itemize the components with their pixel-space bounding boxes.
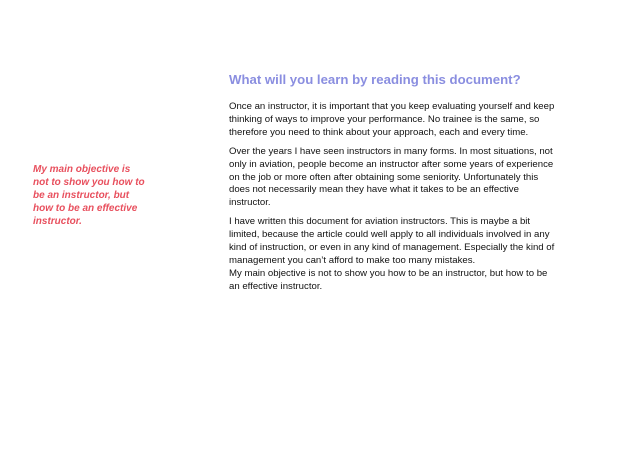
pull-quote-line: not to show you how to — [33, 177, 145, 188]
pull-quote-line: how to be an effective — [33, 203, 138, 214]
text-line: limited, because the article could well apply to all individuals involved in any — [229, 229, 550, 241]
text-line: Once an instructor, it is important that you keep evaluating yourself and keep — [229, 101, 555, 112]
paragraph-experience — [229, 146, 609, 211]
text-line: only in aviation, people become an instructor after some years of experience — [229, 158, 554, 170]
text-line: thinking of ways to improve your performance. No trainee is the same, so — [229, 113, 540, 125]
text-line: an effective instructor. — [229, 280, 323, 292]
section-heading: What will you learn by reading this document? — [229, 72, 521, 87]
text-line: I have written this document for aviation instructors. This is maybe a bit — [229, 216, 531, 228]
paragraph-intro — [229, 101, 609, 140]
pull-quote-line: My main objective is — [33, 164, 131, 175]
main-content — [229, 72, 609, 300]
paragraph-audience — [229, 216, 609, 293]
text-line: Over the years I have seen instructors in many forms. In most situations, not — [229, 145, 553, 157]
pull-quote-line: be an instructor, but — [33, 190, 130, 201]
pull-quote-line: instructor. — [33, 216, 82, 227]
text-line: does not necessarily mean they have what it takes to be an effective — [229, 184, 519, 196]
text-line: instructor. — [229, 197, 271, 209]
pull-quote — [33, 163, 183, 228]
text-line: on the job or more often after obtaining some seniority. Unfortunately this — [229, 171, 539, 183]
text-line: My main objective is not to show you how to be an instructor, but how to be — [229, 267, 548, 279]
text-line: kind of instruction, or even in any kind of management. Especially the kind of — [229, 242, 555, 254]
text-line: management you can’t afford to make too many mistakes. — [229, 254, 476, 266]
text-line: therefore you need to think about your approach, each and every time. — [229, 126, 529, 138]
